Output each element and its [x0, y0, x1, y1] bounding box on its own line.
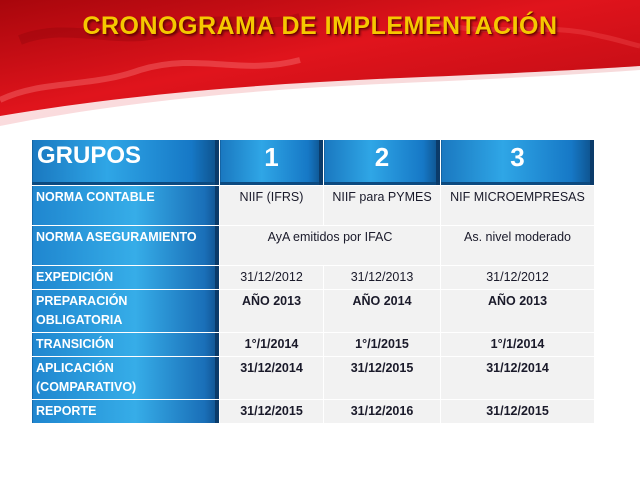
table-row [32, 186, 595, 226]
table-row [32, 290, 595, 333]
cell-norma-aseguramiento-3: As. nivel moderado [441, 226, 595, 266]
cell-preparacion-1: AÑO 2013 [220, 290, 324, 333]
row-label-transicion: TRANSICIÓN [32, 333, 220, 357]
cell-aplicacion-3: 31/12/2014 [441, 357, 595, 400]
row-label-norma-aseguramiento: NORMA ASEGURAMIENTO [32, 226, 220, 266]
cell-norma-contable-1: NIIF (IFRS) [220, 186, 324, 226]
row-label-expedicion: EXPEDICIÓN [32, 266, 220, 290]
cell-expedicion-1: 31/12/2012 [220, 266, 324, 290]
table-header-row [32, 140, 595, 186]
table-row [32, 226, 595, 266]
header-group-2: 2 [324, 140, 441, 186]
cell-aplicacion-1: 31/12/2014 [220, 357, 324, 400]
cell-reporte-1: 31/12/2015 [220, 400, 324, 424]
cell-norma-aseguramiento-1-2: AyA emitidos por IFAC [220, 226, 441, 266]
table-row [32, 357, 595, 400]
header-groups-label: GRUPOS [32, 140, 220, 186]
cell-expedicion-2: 31/12/2013 [324, 266, 441, 290]
slide-title: CRONOGRAMA DE IMPLEMENTACIÓN [82, 12, 558, 40]
cell-reporte-2: 31/12/2016 [324, 400, 441, 424]
cell-preparacion-2: AÑO 2014 [324, 290, 441, 333]
header-group-1: 1 [220, 140, 324, 186]
row-label-reporte: REPORTE [32, 400, 220, 424]
cell-reporte-3: 31/12/2015 [441, 400, 595, 424]
row-label-norma-contable: NORMA CONTABLE [32, 186, 220, 226]
cell-norma-contable-3: NIF MICROEMPRESAS [441, 186, 595, 226]
cell-norma-contable-2: NIIF para PYMES [324, 186, 441, 226]
table-row [32, 266, 595, 290]
row-label-preparacion: PREPARACIÓN OBLIGATORIA [32, 290, 220, 333]
table-row [32, 400, 595, 424]
cell-transicion-1: 1°/1/2014 [220, 333, 324, 357]
header-group-3: 3 [441, 140, 595, 186]
table-row [32, 333, 595, 357]
cell-expedicion-3: 31/12/2012 [441, 266, 595, 290]
cell-transicion-2: 1°/1/2015 [324, 333, 441, 357]
cell-transicion-3: 1°/1/2014 [441, 333, 595, 357]
cell-preparacion-3: AÑO 2013 [441, 290, 595, 333]
cell-aplicacion-2: 31/12/2015 [324, 357, 441, 400]
row-label-aplicacion: APLICACIÓN (COMPARATIVO) [32, 357, 220, 400]
implementation-schedule-table [31, 139, 595, 424]
